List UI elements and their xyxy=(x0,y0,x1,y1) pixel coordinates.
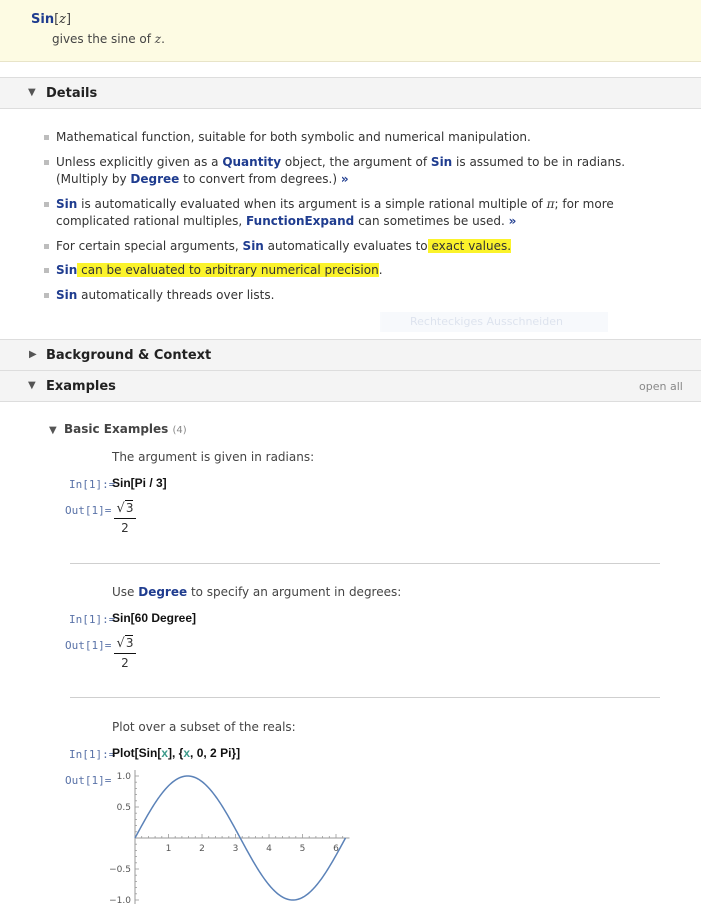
function-name-link[interactable]: Sin xyxy=(31,12,55,27)
y-tick-label: 1.0 xyxy=(116,772,131,782)
examples-title: Examples xyxy=(46,379,116,394)
detail-item-1 xyxy=(56,129,666,146)
pi-symbol: π xyxy=(546,197,555,211)
details-title: Details xyxy=(46,86,98,101)
y-tick-label: −0.5 xyxy=(109,865,131,875)
detail-item-3 xyxy=(56,196,666,230)
ghost-label: Rechteckiges Ausschneiden xyxy=(410,315,563,328)
highlighted-text: exact values. xyxy=(427,239,512,253)
detail-text: ; for more complicated rational multiples, xyxy=(56,197,614,228)
code-text: Plot[Sin[ xyxy=(112,746,162,760)
usage-desc-end: . xyxy=(161,32,165,46)
detail-text: to convert from degrees.) xyxy=(179,172,341,186)
detail-item-4 xyxy=(56,238,666,255)
detail-text: can sometimes be used. xyxy=(354,214,509,228)
highlighted-text: can be evaluated to arbitrary numerical precision xyxy=(77,263,379,277)
output-label: Out[1]= xyxy=(65,504,112,517)
x-tick-label: 4 xyxy=(266,844,272,854)
example-separator xyxy=(70,563,660,564)
triangle-down-icon[interactable]: ▼ xyxy=(28,87,36,98)
x-tick-label: 6 xyxy=(333,844,339,854)
detail-text: For certain special arguments, xyxy=(56,239,243,253)
sin-link[interactable]: Sin xyxy=(430,155,453,169)
code-text: ], { xyxy=(168,746,184,760)
background-section-header[interactable] xyxy=(0,339,701,371)
input-code[interactable]: Sin[60 Degree] xyxy=(112,611,197,625)
snipping-tool-ghost xyxy=(380,312,608,332)
degree-link[interactable]: Degree xyxy=(138,585,188,599)
usage-description xyxy=(52,32,165,46)
bullet-icon xyxy=(44,268,49,273)
detail-text: is automatically evaluated when its argument is a simple rational multiple of xyxy=(77,197,547,211)
triangle-down-icon[interactable]: ▼ xyxy=(49,425,57,436)
fraction-denominator: 2 xyxy=(121,521,129,535)
usage-arg: z xyxy=(59,12,67,27)
detail-text: Mathematical function, suitable for both symbolic and numerical manipulation. xyxy=(56,130,531,144)
details-section-header[interactable] xyxy=(0,77,701,109)
detail-text: object, the argument of xyxy=(281,155,431,169)
detail-item-2 xyxy=(56,154,666,188)
usage-desc-text: gives the sine of xyxy=(52,32,155,46)
fraction-denominator: 2 xyxy=(121,656,129,670)
example-caption: The argument is given in radians: xyxy=(112,450,315,464)
quantity-link[interactable]: Quantity xyxy=(222,155,282,169)
input-label: In[1]:= xyxy=(69,748,116,761)
triangle-right-icon[interactable]: ▶ xyxy=(29,349,37,360)
x-tick-label: 1 xyxy=(165,844,172,854)
input-code[interactable] xyxy=(112,746,240,760)
detail-text: automatically evaluates to xyxy=(263,239,428,253)
functionexpand-link[interactable]: FunctionExpand xyxy=(246,214,355,228)
input-code[interactable]: Sin[Pi / 3] xyxy=(112,476,167,490)
usage-desc-var: z xyxy=(154,32,162,46)
detail-text: Unless explicitly given as a xyxy=(56,155,223,169)
output-fraction: √3 2 xyxy=(114,635,136,670)
input-label: In[1]:= xyxy=(69,478,116,491)
detail-text: . xyxy=(378,263,383,277)
usage-bracket-close: ] xyxy=(66,12,72,27)
code-variable: x xyxy=(161,746,169,760)
example-separator xyxy=(70,697,660,698)
bullet-icon xyxy=(44,293,49,298)
basic-examples-title: Basic Examples xyxy=(64,422,169,436)
sin-link[interactable]: Sin xyxy=(56,197,78,211)
examples-section-header[interactable] xyxy=(0,370,701,402)
sqrt-radicand: 3 xyxy=(125,636,134,650)
basic-examples-count: (4) xyxy=(172,425,187,436)
code-text: , 0, 2 Pi}] xyxy=(190,746,241,760)
output-fraction: √3 2 xyxy=(114,500,136,535)
x-tick-label: 3 xyxy=(232,844,239,854)
sqrt-radicand: 3 xyxy=(125,501,134,515)
sin-link[interactable]: Sin xyxy=(56,288,78,302)
detail-text: automatically threads over lists. xyxy=(77,288,275,302)
example-caption xyxy=(112,585,401,599)
bullet-icon xyxy=(44,202,49,207)
sin-link[interactable]: Sin xyxy=(242,239,264,253)
output-label: Out[1]= xyxy=(65,639,112,652)
open-all-link[interactable]: open all xyxy=(639,380,683,393)
bullet-icon xyxy=(44,244,49,249)
sin-link[interactable]: Sin xyxy=(56,263,78,277)
x-tick-label: 2 xyxy=(199,844,205,854)
usage-bracket-open: [ xyxy=(54,12,60,27)
x-tick-label: 5 xyxy=(299,844,306,854)
more-link-icon[interactable]: » xyxy=(508,214,517,228)
caption-text: to specify an argument in degrees: xyxy=(187,585,402,599)
sine-plot xyxy=(108,768,358,916)
detail-item-6 xyxy=(56,287,666,304)
input-label: In[1]:= xyxy=(69,613,116,626)
example-caption: Plot over a subset of the reals: xyxy=(112,720,296,734)
detail-item-5 xyxy=(56,262,666,279)
output-label: Out[1]= xyxy=(65,774,112,787)
code-variable: x xyxy=(183,746,191,760)
caption-text: Use xyxy=(112,585,139,599)
usage-box xyxy=(0,0,701,62)
usage-signature xyxy=(31,12,71,27)
basic-examples-header[interactable] xyxy=(64,422,187,436)
more-link-icon[interactable]: » xyxy=(340,172,349,186)
detail-text: is assumed to be in radians. (Multiply by xyxy=(56,155,626,186)
triangle-down-icon[interactable]: ▼ xyxy=(28,380,36,391)
y-tick-label: −1.0 xyxy=(109,896,131,906)
y-tick-label: 0.5 xyxy=(116,803,131,813)
background-title: Background & Context xyxy=(46,348,212,363)
bullet-icon xyxy=(44,160,49,165)
degree-link[interactable]: Degree xyxy=(130,172,180,186)
bullet-icon xyxy=(44,135,49,140)
